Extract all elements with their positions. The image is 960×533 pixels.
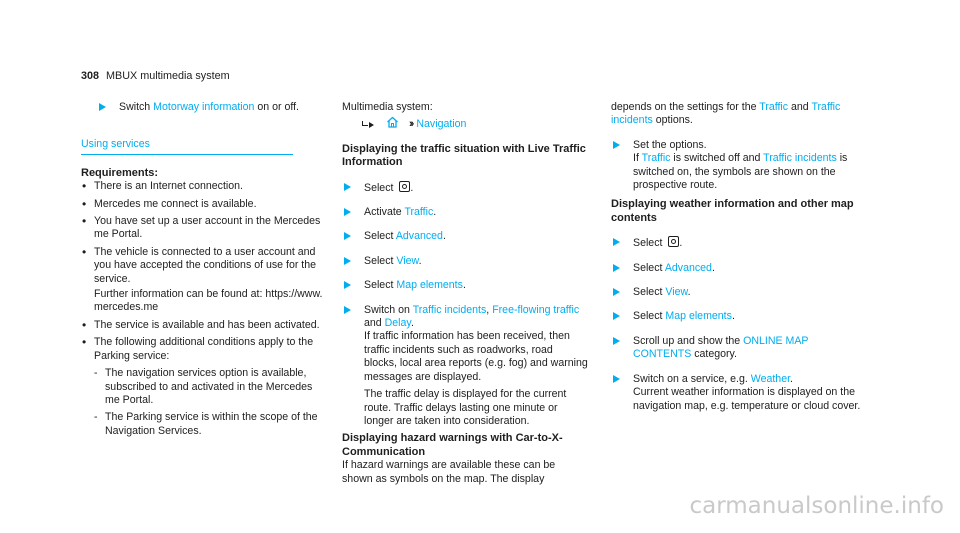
delay-link[interactable]: Delay [384,317,411,330]
map-elements-link[interactable]: Map elements [665,310,732,323]
traffic-incidents-link[interactable]: Traffic incidents [412,303,487,316]
traffic-incidents-link[interactable]: Traffic incidents [611,101,841,127]
step-arrow-icon [344,257,351,265]
list-item: • The vehicle is connected to a user account and you have accepted the conditions of use for the service. [81,246,327,286]
step-set-options: Set the options. If Traffic is switched off and Traffic incidents is switched on, the symbols are shown on the prospective route. [611,139,866,193]
watermark: carmanualsonline.info [689,493,944,519]
step-select: Select . [342,181,588,195]
section-heading-traffic: Displaying the traffic situation with Live Traffic Information [342,142,586,169]
step-view: Select View. [611,286,866,299]
traffic-link[interactable]: Traffic [404,206,434,219]
step-advanced: Select Advanced. [342,230,588,243]
weather-info-text: Current weather information is displayed on the navigation map, e.g. temperature or cloud cover. [633,386,861,412]
step-scroll: Scroll up and show the ONLINE MAP CONTENTS category. [611,335,866,362]
step-arrow-icon [613,337,620,345]
section-heading-weather: Displaying weather information and other map contents [611,198,854,224]
further-info: Further information can be found at: https://www.mercedes.me [94,288,323,314]
page-title: MBUX multimedia system [106,70,230,82]
step-map-elements: Select Map elements. [611,310,866,323]
traffic-link[interactable]: Traffic [641,152,671,165]
delay-info-text: The traffic delay is displayed for the current route. Traffic delays lasting one minute or longer are taken into consideration. [364,388,567,427]
list-item: • You have set up a user account in the Mercedes me Portal. [81,215,327,242]
requirements-title: Requirements: [81,166,159,179]
home-icon [386,116,399,132]
advanced-link[interactable]: Advanced [664,261,712,274]
step-arrow-icon [344,281,351,289]
sub-list-item: - The navigation services option is available, subscribed to and activated in the Mercedes me Portal. [81,367,327,407]
column-2 [342,101,588,486]
path-arrow-icon [362,121,376,129]
sub-list-item: - The Parking service is within the scope of the Navigation Services. [81,411,327,438]
step-arrow-icon [344,306,351,314]
step-arrow-icon [613,288,620,296]
step-weather: Switch on a service, e.g. Weather. Current weather information is displayed on the navigation map, e.g. temperature or cloud cover. [611,373,866,413]
set-options-text: If Traffic is switched off and Traffic incidents is switched on, the symbols are shown on the prospective route. [633,152,848,192]
step-advanced: Select Advanced. [611,262,866,275]
step-switch-on: Switch on Traffic incidents, Free-flowing traffic and Delay. If traffic information has been received, then traffic incidents such as roadworks, road blocks, local area reports (e.g. fog) and warning messages are displayed. The traffic delay is displayed for the current route. Traffic delays lasting one minute or longer are taken into consideration. [342,304,588,429]
using-services-link[interactable]: Using services [81,138,293,154]
list-item: • The following additional conditions apply to the Parking service: [81,336,327,363]
motorway-information-link[interactable]: Motorway information [153,101,255,113]
intro-text: Multimedia system: [342,101,433,113]
step-arrow-icon [613,238,620,246]
step-arrow-icon [344,183,351,191]
hazard-text: If hazard warnings are available these can be shown as symbols on the map. The display [342,459,556,485]
list-item: • There is an Internet connection. [81,180,327,193]
step-arrow-icon [344,232,351,240]
settings-icon [399,181,410,192]
step-view: Select View. [342,255,588,268]
page-header [81,70,230,83]
traffic-incidents-link[interactable]: Traffic incidents [763,152,837,165]
map-elements-link[interactable]: Map elements [396,279,463,292]
online-map-contents-link[interactable]: ONLINE MAP CONTENTS [633,334,809,361]
nav-path [362,116,588,132]
list-item: • The service is available and has been activated. [81,319,327,332]
view-link[interactable]: View [396,254,419,267]
traffic-link[interactable]: Traffic [759,101,789,113]
advanced-link[interactable]: Advanced [395,230,443,243]
step-arrow-icon [613,375,620,383]
page-number: 308 [81,70,100,82]
step-arrow-icon [99,103,106,111]
view-link[interactable]: View [665,286,688,299]
continued-text: depends on the settings for the Traffic and Traffic incidents options. [611,101,841,127]
free-flowing-traffic-link[interactable]: Free-flowing traffic [492,303,580,316]
step-map-elements: Select Map elements. [342,279,588,292]
section-heading-hazard: Displaying hazard warnings with Car-to-X-Communication [342,432,563,458]
step-arrow-icon [613,141,620,149]
forward-arrows-icon: ›› [409,117,414,130]
list-item: • Mercedes me connect is available. [81,198,327,211]
step-arrow-icon [344,208,351,216]
navigation-link[interactable]: Navigation [416,117,467,130]
switch-info-text: If traffic information has been received, then traffic incidents such as roadworks, road blocks, local area reports (e.g. fog) and warning messages are displayed. [364,330,588,383]
step-arrow-icon [613,264,620,272]
step-motorway: Switch Motorway information on or off. [97,101,327,114]
column-1 [81,101,327,438]
step-activate: Activate Traffic. [342,206,588,219]
weather-link[interactable]: Weather [750,372,791,385]
settings-icon [668,236,679,247]
step-arrow-icon [613,312,620,320]
column-3 [611,101,866,424]
step-select: Select . [611,236,866,250]
